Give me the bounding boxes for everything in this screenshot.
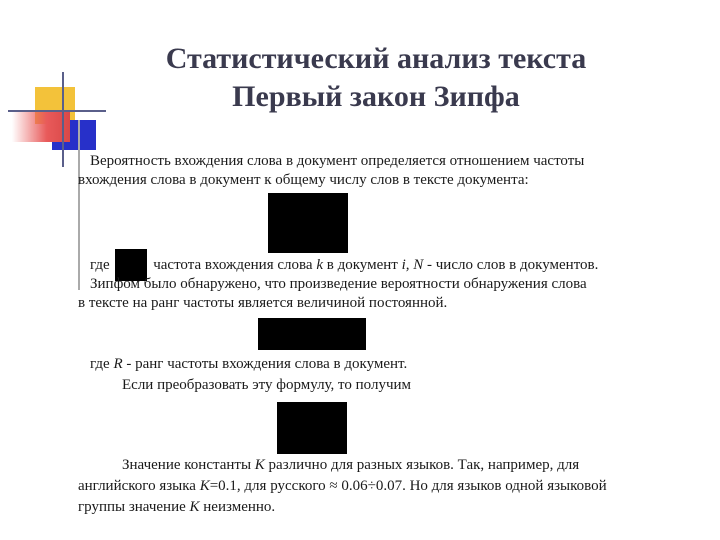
var-K-2: K	[199, 478, 210, 494]
where-text-1: частота вхождения слова	[153, 257, 313, 273]
para4-line-2	[78, 477, 607, 496]
var-N: N	[413, 257, 424, 273]
decor-horizontal-line	[8, 110, 106, 112]
where-text-2: в документ	[326, 257, 398, 273]
para3-if-line: Если преобразовать эту формулу, то получим	[122, 377, 412, 393]
para1-line-1: Вероятность вхождения слова в документ определяется отношением частоты	[90, 153, 585, 169]
where-label: где	[90, 257, 110, 273]
para1-line-2: вхождения слова в документ к общему числу слов в тексте документа:	[78, 172, 529, 188]
title-line-2: Первый закон Зипфа	[232, 80, 520, 113]
para3-where-line	[90, 355, 407, 374]
para2-zipf-line-1: Зипфом было обнаружено, что произведение вероятности обнаружения слова	[90, 276, 587, 292]
var-R: R	[113, 356, 123, 372]
var-i: i,	[401, 257, 410, 273]
para4-text-3b: неизменно.	[203, 499, 276, 515]
para4-line-1	[122, 456, 579, 475]
slide-title	[96, 40, 656, 116]
para4-text-1b: различно для разных языков. Так, например, для	[268, 457, 580, 473]
var-K-1: K	[254, 457, 265, 473]
where-text-3: - число слов в документов.	[427, 257, 599, 273]
where-label-2: где	[90, 356, 110, 372]
var-k: k	[316, 257, 323, 273]
formula-probability	[268, 193, 348, 253]
para4-text-2b: =0.1, для русского ≈ 0.06÷0.07. Но для языков одной языковой	[209, 478, 607, 494]
para2-zipf-line-2: в тексте на ранг частоты является величиной постоянной.	[78, 295, 448, 311]
para4-text-3a: группы значение	[78, 499, 186, 515]
where-text-rank: - ранг частоты вхождения слова в документ.	[126, 356, 408, 372]
var-K-3: K	[189, 499, 200, 515]
para4-line-3	[78, 498, 275, 517]
title-line-1: Статистический анализ текста	[165, 42, 587, 75]
decor-vertical-line	[62, 72, 64, 167]
decor-vertical-rule	[78, 120, 80, 290]
para4-text-1a: Значение константы	[122, 457, 252, 473]
formula-zipf-law	[258, 318, 366, 350]
para4-text-2a: английского языка	[78, 478, 196, 494]
formula-transformed	[277, 402, 347, 454]
